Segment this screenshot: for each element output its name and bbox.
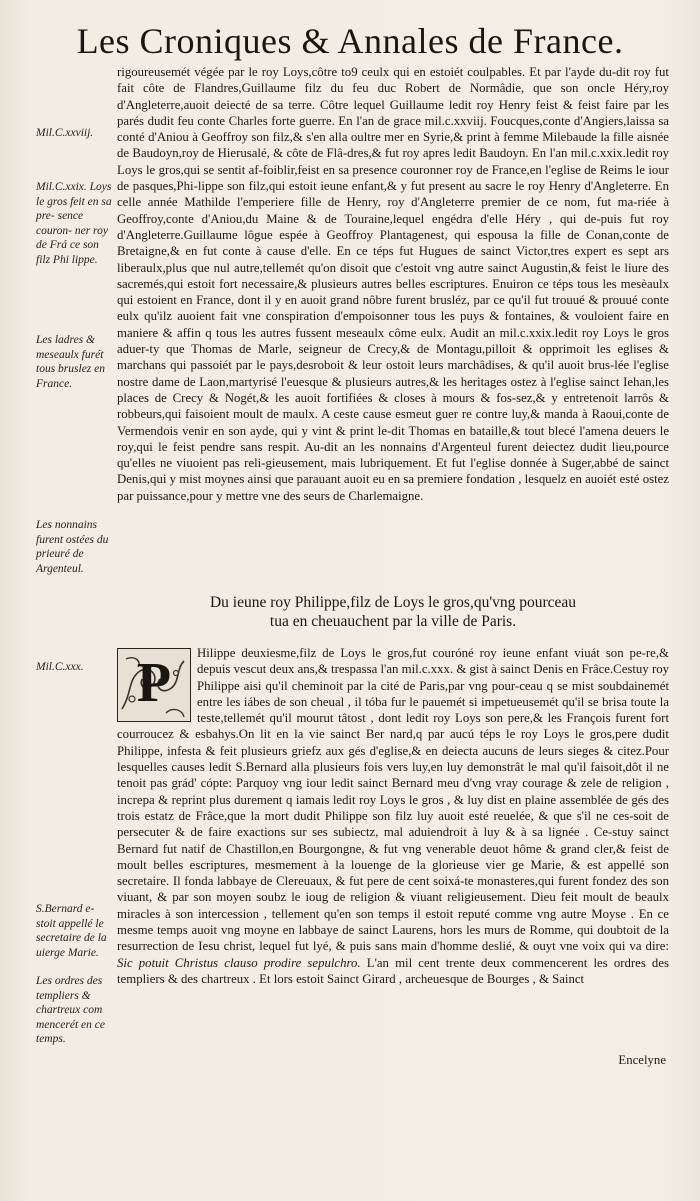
paragraph: rigoureusemét végée par le roy Loys,côtre to9 ceulx qui en estoiét coulpables. Et par l'ayde du-dit roy fut fait côte de Flandres,Guillaume filz du feu duc Robert de Normâdie, que son oncle Héry,roy d'Angleterre,auoit deiecté de sa terre. Côtre lequel Guillaume ledit roy Henry feist & feist faire par les parés dudit feu conte Charles forte guerre. En l'an de grace mil.c.xxviij. Foucques,conte d'Angiers,laissa sa conté d'Aniou à Geoffroy son filz,& s'en alla oultre mer en Syrie,& print à femme Milebaude la fille aisnée de Baudoyn,roy de Hierusalé, & côte de Flâ-dres,& fut roy apres ledit Baudoyn. En l'an mil.c.xxix.ledit roy Loys le gros,qui se sentit af-foiblir,feist en sa presence couronner roy de France,en l'eglise de Reims le iour de pasques,Phi-lippe son filz,qui estoit ieune enfant,& y fut present au sacre le roy Henry d'Angleterre. En celle année Mathilde l'emperiere fille de Henry, roy d'Angleterre premier de ce nom, fut ma-riée à Geoffroy,conte d'Aniou,du Maine & de Touraine,lequel engédra d'elle Héry , qui de-puis fut roy d'Angleterre.Guillaume lôgue espée à Geoffroy Plantagenest, qui espousa la fille de Conan,conte de Bretaigne,& en fut conte à cause d'elle. En ce téps fut Hugues de sainct Victor,tres expert es sept ars liberaulx,plus que nul autre,tellemét qu'on disoit que c'estoit vng autre sainct Augustin,& feist le liure des sacremés,qui estoit fort necessaire,& plusieurs autres belles escriptures. Enuiron ce téps tous les mesèaulx qui estoient en France, dont il y en auoit grand nôbre furent brusléz, par ce qu'il fut trouué & prouué conte eulx qu'ilz auoient fait vne conspiration d'empoisonner tous les puys & fontaines, & vouloient faire en maniere & affin q tous les autres fussent meseaulx côme eulx. Audit an mil.c.xxix.ledit roy Loys le gros aduer-ty que Thomas de Marle, seigneur de Crecy,& de Montagu,pilloit & opprimoit les eglises & marchans qui passoiét par le pays,desroboit & leur ostoit leurs marchâdises, & qu'il auoit brus-lée l'eglise nostre dame de Laon,martyrisé l'euesque & plusieurs autres,& les heritages ostez à l'eglise sainct Iehan,les places de Crecy & Nogét,& les auoit fortifiées & closes à mours & fos-sez,& y entretenoit larrôs & robbeurs,qui faisoient moult de maulx. A ceste cause esmeut guer re contre luy,& manda à Raoui,conte de Vermendois venir en son ayde, qui y vint & print le-dit Thomas en bataille,& tout blecé l'amena deuers le roy,qui le feist pendre sans respit. Au-dit an les nonnains d'Argenteul furent deiectez dudit lieu,pource qu'elles ne viuoient pas reli-gieusement, mais lubriquement. Et fut l'eglise donnée à Suger,abbé de sainct Denis,qui y mist moynes ainsi que parauant auoit eu en sa premiere fondation , lesquelz en auoiét esté ostez par puissance,pour y mettre vne des seurs de Charlemaigne. [117,65,669,503]
marginal-note: Les ladres & meseaulx furét tous bruslez en France. [36,334,105,390]
marginal-note: S.Bernard e- stoit appellé le secretaire de la uierge Marie. [36,903,107,959]
latin-quotation: Sic potuit Christus clauso prodire sepulchro. [117,955,361,970]
marginal-note: Mil.C.xxix. Loys le gros feit en sa pre- sence couron- ner roy de Frá ce son filz Phi lippe. [36,181,112,266]
running-head: Les Croniques & Annales de France. [76,21,624,61]
catchword: Encelyne [618,1053,666,1067]
marginal-note: Les ordres des templiers & chartreux com mencerét en ce temps. [36,975,105,1045]
section-title-line: Du ieune roy Philippe,filz de Loys le gros,qu'vng pourceau [209,594,577,611]
section-title-line: tua en cheuauchent par la ville de Paris. [269,613,517,630]
paragraph [117,645,669,987]
decorated-initial [117,648,191,722]
body-text-block [117,645,669,987]
marginal-note: Mil.C.xxviij. [36,127,94,139]
paragraph-text: L'an mil cent trente deux commencerent les ordres des templiers & des chartreux . Et lors estoit Sainct Girard , archeuesque de Bourges , & Sainct [117,955,669,986]
marginal-note: Les nonnains furent ostées du prieuré de Argenteul. [36,519,109,575]
drop-cap-letter: P [136,652,172,714]
marginal-note: Mil.C.xxx. [36,661,84,673]
body-text-block [117,64,669,504]
paragraph-text: Hilippe deuxiesme,filz de Loys le gros,fut couróné roy ieune enfant viuát son pe-re,& depuis vescut deux ans,& trespassa l'an mil.c.xxx. & gist à sainct Denis en Frâce.Cestuy roy Philippe aisi qu'il cheminoit par la cité de Paris,par vng pour-ceau q se mist soubdainemét entre les iábes de son cheual , il tóba fur le pauemét si impetueusemét qu'il se brisa toute la teste,tellemét qu'il mourut tâtost , dont ledit roy Loys son pere,& les François furent fort courroucez & esbahys.On lit en la vie sainct Ber nard,q par aucú téps le roy Loys le gros,pere dudit Philippe, infesta & feit plusieurs griefz aux gés d'eglise,& en deiecta aucuns de leurs sieges & citez.Pour lesquelles causes ledit S.Bernard alla plusieurs fois vers luy,en luy demonstrât le mal qu'il faisoit,dôt il ne tenoit pas grád' cópte: Parquoy vng iour ledit sainct Bernard meu d'vng vray courage & zele de religion , increpa & reprint plus durement q iamais ledit roy Loys le gros , & luy dist en plaine assemblée de gés des trois estatz de Frâce,que la mort dudit Philippe son filz luy auoit esté reuelée, & que s'il ne ces-soit de persecuter & de faire exactions sur ses subiectz, mal aduiendroit à luy & à sa lignée . Ce-stuy sainct Bernard fut natif de Chastillon,en Bourgongne, & fut vng venerable deuot hôme & grand cler,& feist de moult belles escriptures, mesmement à la louenge de la glorieuse vier ge Marie, & est appellé son secretaire. Il fonda labbaye de Clereuaux, & fut pere de cent soixá-te monasteres,qui furent fondez des son viuant, & par son moyen soubz le ioug de religion & viuant religieusement. Dieu feit moult de beaulx miracles à son intercession , tellement qu'en son temps il estoit reputé comme vng autre Moyse . En ce mesme temps auoit vng moyne en labbaye de sainct Laurens, hors les murs de Romme, qui doubtoit de la resurrection de Iesu christ, lequel fut lyé, & puis sans main d'homme deslié, & ouyt vne voix qui va dire: [117,646,669,954]
section-title [117,593,669,631]
